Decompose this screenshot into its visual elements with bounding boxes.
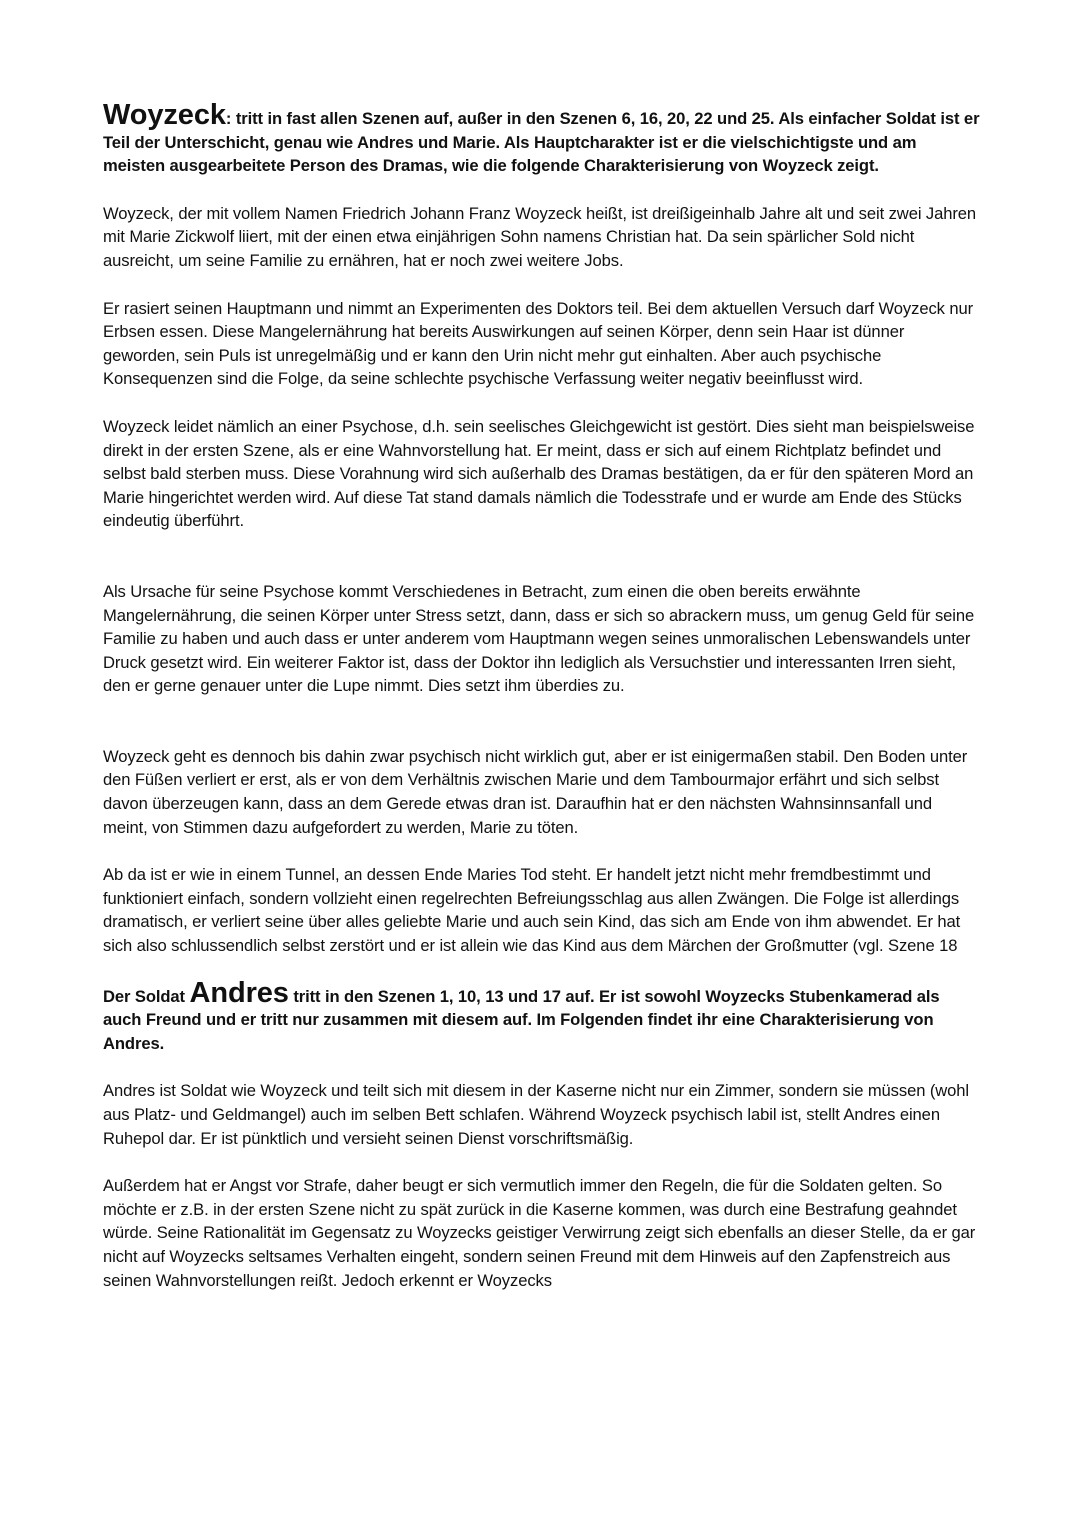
andres-heading: Andres [189, 976, 289, 1009]
andres-paragraph-2: Außerdem hat er Angst vor Strafe, daher beugt er sich vermutlich immer den Regeln, die für die Soldaten gelten. So möchte er z.B. in der ersten Szene nicht zu spät zurück in die Kaserne kommen, was durch eine Bestrafung geahndet würde. Seine Rationalität im Gegensatz zu Woyzecks geistiger Verwirrung zeigt sich ebenfalls an dieser Stelle, da er gar nicht auf Woyzecks seltsames Verhalten eingeht, sondern seinen Freund mit dem Hinweis auf den Zapfenstreich aus seinen Wahnvorstellungen reißt. Jedoch erkennt er Woyzecks [103, 1176, 976, 1290]
woyzeck-paragraph-6: Ab da ist er wie in einem Tunnel, an dessen Ende Maries Tod steht. Er handelt jetzt nicht mehr fremdbestimmt und funktioniert einfach, sondern vollzieht einen regelrechten Befreiungsschlag aus allen Zwängen. Die Folge ist allerdings dramatisch, er verliert seine über alles geliebte Marie und auch sein Kind, das sich am Ende von ihm abwendet. Er hat sich also schlussendlich selbst zerstört und er ist allein wie das Kind aus dem Märchen der Großmutter (vgl. Szene 18 [103, 865, 961, 956]
andres-intro [103, 976, 981, 1056]
andres-intro-text: tritt in den Szenen 1, 10, 13 und 17 auf. Er ist sowohl Woyzecks Stubenkamerad als auch Freund und er tritt nur zusammen mit diesem auf. Im Folgenden findet ihr eine Charakterisierung von Andres. [103, 986, 940, 1053]
woyzeck-intro-text: : tritt in fast allen Szenen auf, außer in den Szenen 6, 16, 20, 22 und 25. Als einfacher Soldat ist er Teil der Unterschicht, genau wie Andres und Marie. Als Hauptcharakter ist er die vielschichtigste und am meisten ausgearbeitete Person des Dramas, wie die folgende Charakterisierung von Woyzeck zeigt. [103, 109, 980, 176]
woyzeck-heading: Woyzeck [103, 99, 226, 131]
woyzeck-paragraph-3: Woyzeck leidet nämlich an einer Psychose, d.h. sein seelisches Gleichgewicht ist gestört. Dies sieht man beispielsweise direkt in der ersten Szene, als er eine Wahnvorstellung hat. Er meint, dass er sich auf einem Richtplatz befindet und selbst bald sterben muss. Diese Vorahnung wird sich außerhalb des Dramas bestätigen, da er für den späteren Mord an Marie hingerichtet werden wird. Auf diese Tat stand damals nämlich die Todesstrafe und er wurde am Ende des Stücks eindeutig überführt. [103, 416, 975, 531]
woyzeck-intro [103, 99, 981, 178]
andres-paragraph-1: Andres ist Soldat wie Woyzeck und teilt sich mit diesem in der Kaserne nicht nur ein Zimmer, sondern sie müssen (wohl aus Platz- und Geldmangel) auch im selben Bett schlafen. Während Woyzeck psychisch labil ist, stellt Andres einen Ruhepol dar. Er ist pünktlich und versieht seinen Dienst vorschriftsmäßig. [103, 1081, 969, 1148]
document-page [103, 99, 981, 1292]
woyzeck-paragraph-2: Er rasiert seinen Hauptmann und nimmt an Experimenten des Doktors teil. Bei dem aktuellen Versuch darf Woyzeck nur Erbsen essen. Diese Mangelernährung hat bereits Auswirkungen auf seinen Körper, denn sein Haar ist dünner geworden, sein Puls ist unregelmäßig und er kann den Urin nicht mehr gut einhalten. Aber auch psychische Konsequenzen sind die Folge, da seine schlechte psychische Verfassung weiter negativ beeinflusst wird. [103, 298, 974, 389]
andres-intro-prefix: Der Soldat [103, 986, 190, 1006]
woyzeck-paragraph-5: Woyzeck geht es dennoch bis dahin zwar psychisch nicht wirklich gut, aber er ist einigermaßen stabil. Den Boden unter den Füßen verliert er erst, als er von dem Verhältnis zwischen Marie und dem Tambourmajor erfährt und sich selbst davon überzeugen kann, dass an dem Gerede etwas dran ist. Daraufhin hat er den nächsten Wahnsinnsanfall und meint, von Stimmen dazu aufgefordert zu werden, Marie zu töten. [103, 746, 968, 837]
woyzeck-paragraph-4: Als Ursache für seine Psychose kommt Verschiedenes in Betracht, zum einen die oben bereits erwähnte Mangelernährung, die seinen Körper unter Stress setzt, dann, dass er sich so abrackern muss, um genug Geld für seine Familie zu haben und auch dass er unter anderem vom Hauptmann wegen seines unmoralischen Lebenswandels unter Druck gesetzt wird. Ein weiterer Faktor ist, dass der Doktor ihn lediglich als Versuchstier und interessanten Irren sieht, den er gerne genauer unter die Lupe nimmt. Dies setzt ihm überdies zu. [103, 581, 975, 696]
woyzeck-paragraph-1: Woyzeck, der mit vollem Namen Friedrich Johann Franz Woyzeck heißt, ist dreißigeinhalb Jahre alt und seit zwei Jahren mit Marie Zickwolf liiert, mit der einen etwa einjährigen Sohn namens Christian hat. Da sein spärlicher Sold nicht ausreicht, um seine Familie zu ernähren, hat er noch zwei weitere Jobs. [103, 203, 977, 270]
